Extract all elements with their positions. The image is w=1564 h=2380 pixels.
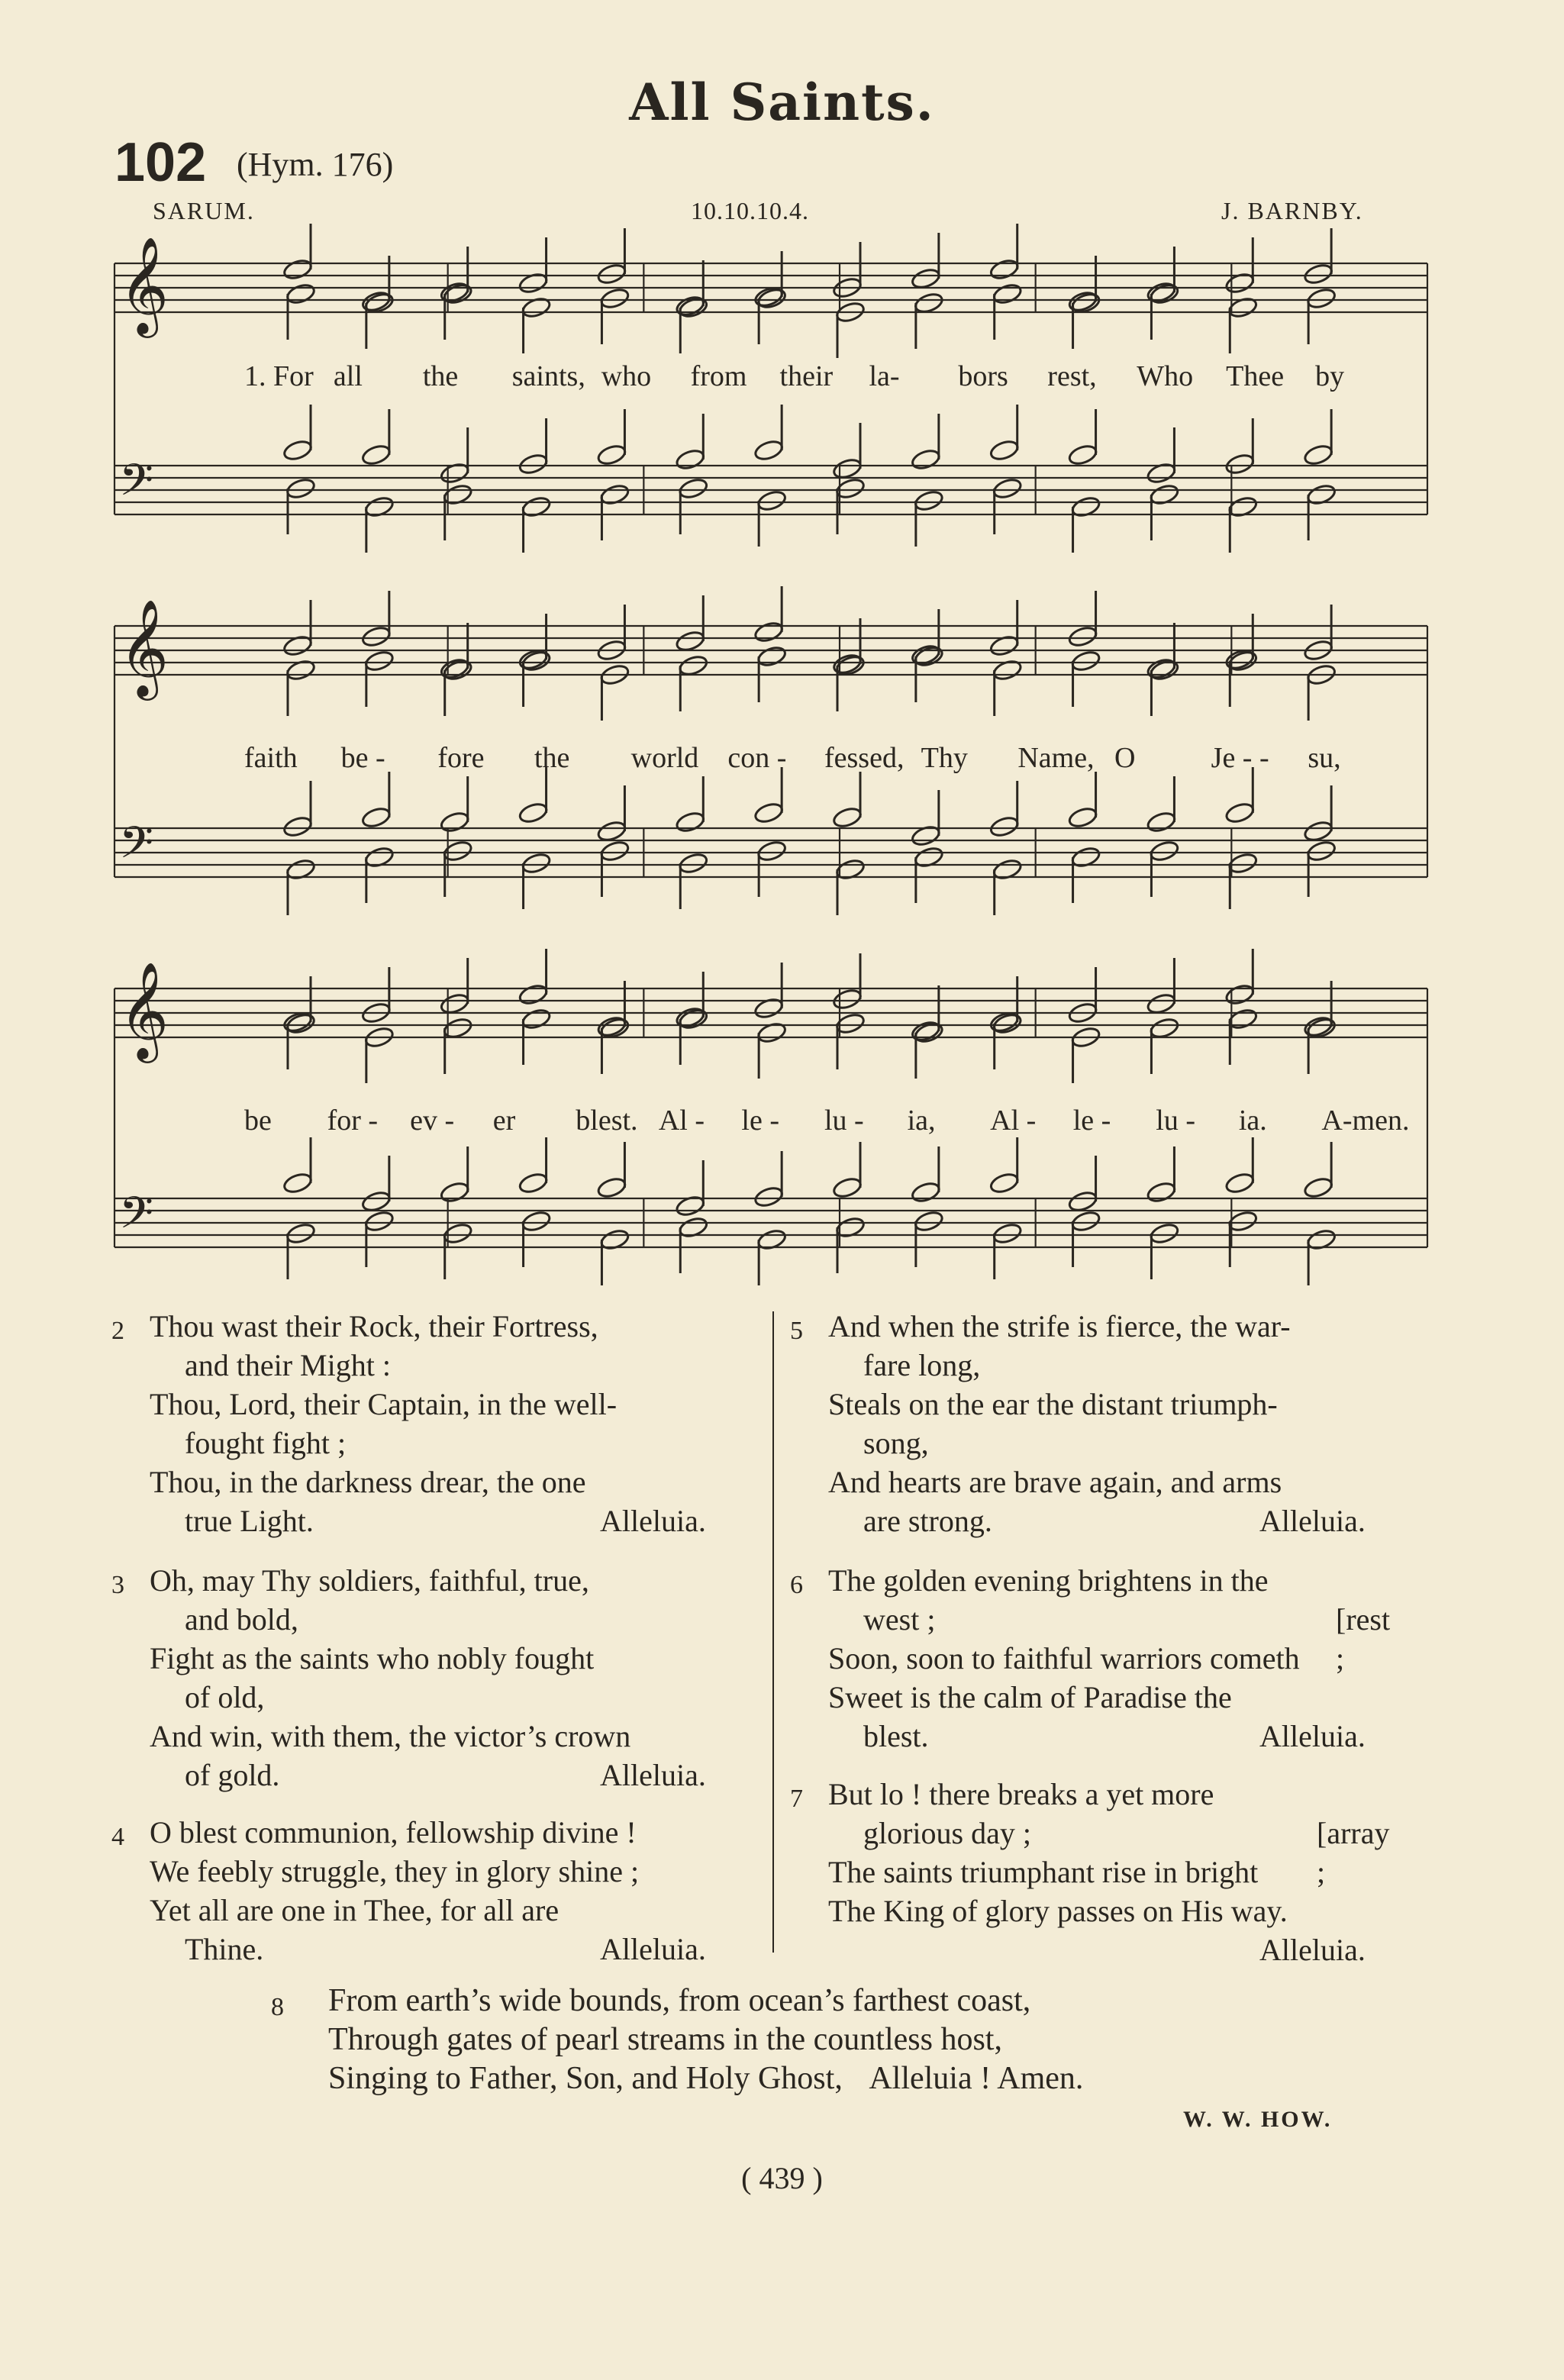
- verse-line: The golden evening brightens in the: [828, 1563, 1269, 1598]
- note-head: [1067, 624, 1098, 648]
- lyric-syllable: 1. For: [244, 360, 314, 392]
- note-head: [518, 801, 549, 824]
- column-divider: [772, 1311, 774, 1953]
- note-head: [832, 456, 863, 480]
- note-head: [364, 649, 395, 672]
- lyric-syllable: fessed,: [824, 742, 905, 774]
- verse-line: fare long,: [863, 1348, 981, 1382]
- alleluia-refrain: Alleluia.: [1259, 1719, 1366, 1753]
- note-head: [599, 1016, 630, 1040]
- verse-line: The King of glory passes on His way.: [828, 1894, 1288, 1928]
- bass-clef-icon: 𝄢: [119, 1187, 154, 1250]
- verse-number: 7: [790, 1785, 803, 1813]
- verse-bracket-word: [rest ;: [1336, 1602, 1391, 1675]
- verse-line: Sweet is the calm of Paradise the: [828, 1680, 1232, 1714]
- note-head: [518, 1171, 549, 1195]
- note-head: [1149, 839, 1180, 863]
- verse-line: are strong.: [863, 1504, 992, 1538]
- note-head: [364, 1209, 395, 1233]
- note-head: [832, 805, 863, 829]
- verse-6: [790, 1561, 1391, 1756]
- note-head: [285, 282, 317, 305]
- verse-3: [111, 1561, 706, 1795]
- lyric-syllable: su,: [1308, 742, 1341, 774]
- lyric-syllable: lu -: [824, 1105, 864, 1137]
- note-head: [521, 649, 552, 672]
- lyric-syllable: faith: [244, 742, 298, 774]
- lyric-syllable: their: [779, 360, 834, 392]
- tune-name: SARUM.: [153, 197, 255, 224]
- alleluia-refrain: Alleluia.: [600, 1504, 706, 1538]
- note-head: [282, 257, 314, 281]
- lyric-syllable: from: [690, 360, 747, 392]
- lyric-syllable: Thy: [921, 742, 968, 774]
- verse-7: [790, 1775, 1390, 1967]
- note-head: [599, 286, 630, 310]
- note-head: [756, 839, 788, 863]
- note-head: [521, 1209, 552, 1233]
- lyric-syllable: Je - -: [1211, 742, 1269, 774]
- lyric-syllable: ia.: [1238, 1105, 1267, 1137]
- note-head: [1306, 839, 1337, 863]
- note-head: [753, 620, 785, 643]
- verse-number: 2: [111, 1317, 124, 1345]
- verse-line: Soon, soon to faithful warriors cometh: [828, 1641, 1300, 1675]
- note-head: [753, 1185, 785, 1208]
- note-head: [992, 282, 1023, 305]
- lyric-syllable: who: [601, 360, 652, 392]
- note-head: [596, 819, 627, 843]
- note-head: [442, 1221, 473, 1245]
- treble-clef-icon: 𝄞: [119, 598, 169, 696]
- verse-line: fought fight ;: [185, 1426, 347, 1460]
- verse-line: Thou, Lord, their Captain, in the well-: [150, 1387, 618, 1421]
- verse-number: 6: [790, 1571, 803, 1599]
- lyric-syllable: con -: [727, 742, 787, 774]
- verse-number: 5: [790, 1317, 803, 1345]
- verse-line-ending: Alleluia ! Amen.: [869, 2061, 1084, 2096]
- verse-line: Fight as the saints who nobly fought: [150, 1641, 595, 1675]
- note-head: [911, 447, 942, 471]
- verse-line: of gold.: [185, 1758, 280, 1792]
- note-head: [756, 489, 788, 512]
- lyric-syllable: for -: [327, 1105, 379, 1137]
- note-head: [678, 851, 709, 875]
- verse-2: [111, 1307, 706, 1540]
- verse-number: 8: [271, 1993, 284, 2021]
- note-head: [442, 839, 473, 863]
- note-head: [285, 476, 317, 500]
- note-head: [753, 801, 785, 824]
- verse-line: And win, with them, the victor’s crown: [150, 1719, 631, 1753]
- note-head: [439, 992, 470, 1015]
- verse-line: Thou, in the darkness drear, the one: [150, 1465, 586, 1499]
- verse-bracket-word: [array ;: [1317, 1816, 1390, 1889]
- alleluia-refrain: Alleluia.: [1259, 1933, 1366, 1967]
- note-head: [832, 987, 863, 1011]
- verse-line: Singing to Father, Son, and Holy Ghost,: [328, 2061, 843, 2096]
- verse-line: But lo ! there breaks a yet more: [828, 1777, 1214, 1811]
- hymn-number: 102: [114, 132, 207, 193]
- note-head: [1149, 1221, 1180, 1245]
- lyric-syllable: O: [1114, 742, 1136, 774]
- note-head: [988, 1171, 1020, 1195]
- note-head: [1146, 810, 1177, 834]
- note-head: [1067, 805, 1098, 829]
- note-head: [285, 1221, 317, 1245]
- note-head: [1303, 262, 1334, 285]
- note-head: [439, 1180, 470, 1204]
- lyric-syllable: ia,: [907, 1105, 936, 1137]
- note-head: [442, 282, 473, 305]
- lyric-syllable: the: [422, 360, 459, 392]
- note-head: [1149, 1016, 1180, 1040]
- verse-line: From earth’s wide bounds, from ocean’s farthest coast,: [328, 1983, 1031, 2018]
- lyric-syllable: Who: [1137, 360, 1194, 392]
- note-head: [361, 1189, 392, 1213]
- verse-line: Thine.: [185, 1932, 264, 1966]
- lyric-syllable: fore: [437, 742, 485, 774]
- hymn-reference: (Hym. 176): [237, 146, 394, 183]
- bass-clef-icon: 𝄢: [119, 817, 154, 879]
- note-head: [285, 1011, 317, 1035]
- lyric-syllable: be: [244, 1105, 272, 1137]
- note-head: [282, 814, 314, 838]
- note-head: [1224, 1171, 1256, 1195]
- note-head: [753, 438, 785, 462]
- lyric-syllable: by: [1315, 360, 1345, 392]
- verse-line: And hearts are brave again, and arms: [828, 1465, 1282, 1499]
- note-head: [518, 452, 549, 476]
- bass-clef-icon: 𝄢: [119, 454, 154, 517]
- note-head: [988, 257, 1020, 281]
- note-head: [988, 814, 1020, 838]
- note-head: [1070, 1209, 1101, 1233]
- treble-clef-icon: 𝄞: [119, 961, 169, 1059]
- note-head: [988, 438, 1020, 462]
- alleluia-refrain: Alleluia.: [1259, 1504, 1366, 1538]
- verse-line: Steals on the ear the distant triumph-: [828, 1387, 1278, 1421]
- note-head: [596, 262, 627, 285]
- lyric-syllable: Thee: [1226, 360, 1285, 392]
- verse-line: glorious day ;: [863, 1816, 1031, 1850]
- lyric-syllable: Al -: [658, 1105, 705, 1137]
- note-head: [678, 476, 709, 500]
- lyric-syllable: bors: [958, 360, 1008, 392]
- lyric-syllable: Al -: [990, 1105, 1037, 1137]
- lyric-syllable: the: [534, 742, 570, 774]
- note-head: [596, 443, 627, 466]
- note-head: [1306, 286, 1337, 310]
- note-head: [992, 476, 1023, 500]
- note-head: [282, 1171, 314, 1195]
- note-head: [361, 805, 392, 829]
- treble-clef-icon: 𝄞: [119, 236, 169, 334]
- verse-line: Through gates of pearl streams in the countless host,: [328, 2022, 1002, 2057]
- note-head: [361, 443, 392, 466]
- verse-line: Yet all are one in Thee, for all are: [150, 1893, 559, 1927]
- verse-line: We feebly struggle, they in glory shine ;: [150, 1854, 640, 1888]
- note-head: [1070, 291, 1101, 314]
- note-head: [1146, 992, 1177, 1015]
- verse-line: And when the strife is fierce, the war-: [828, 1309, 1291, 1343]
- note-head: [675, 810, 706, 834]
- note-head: [675, 629, 706, 653]
- note-head: [1224, 452, 1256, 476]
- note-head: [1224, 982, 1256, 1006]
- note-head: [442, 1016, 473, 1040]
- lyric-syllable: ev -: [410, 1105, 455, 1137]
- note-head: [756, 286, 788, 310]
- verse-line: true Light.: [185, 1504, 314, 1538]
- note-head: [1149, 282, 1180, 305]
- lyric-syllable: lu -: [1156, 1105, 1196, 1137]
- note-head: [1303, 819, 1334, 843]
- lyric-syllable: be -: [340, 742, 385, 774]
- lyric-syllable: Name,: [1017, 742, 1095, 774]
- note-head: [911, 1180, 942, 1204]
- note-head: [1303, 1175, 1334, 1199]
- note-head: [678, 653, 709, 677]
- verse-line: of old,: [185, 1680, 265, 1714]
- note-head: [992, 1221, 1023, 1245]
- verse-8: [271, 1982, 1084, 2098]
- note-head: [518, 982, 549, 1006]
- verse-line: The saints triumphant rise in bright: [828, 1855, 1259, 1889]
- verse-line: and bold,: [185, 1602, 298, 1637]
- verse-number: 4: [111, 1823, 124, 1851]
- lyric-syllable: le -: [1072, 1105, 1111, 1137]
- verse-number: 3: [111, 1571, 124, 1599]
- note-head: [832, 1175, 863, 1199]
- note-head: [1070, 649, 1101, 672]
- lyric-syllable: la-: [869, 360, 900, 392]
- note-head: [914, 1209, 945, 1233]
- note-head: [914, 644, 945, 668]
- note-head: [992, 1011, 1023, 1035]
- note-head: [1224, 801, 1256, 824]
- note-head: [1146, 1180, 1177, 1204]
- note-head: [521, 851, 552, 875]
- verse-line: blest.: [863, 1719, 929, 1753]
- note-head: [678, 1007, 709, 1030]
- meter: 10.10.10.4.: [691, 197, 809, 224]
- note-head: [282, 438, 314, 462]
- note-head: [756, 644, 788, 668]
- note-head: [1303, 443, 1334, 466]
- lyric-syllable: blest.: [576, 1105, 638, 1137]
- lyric-syllable: all: [333, 360, 363, 392]
- lyric-syllable: rest,: [1047, 360, 1097, 392]
- lyric-syllable: A-men.: [1321, 1105, 1410, 1137]
- note-head: [914, 489, 945, 512]
- verse-line: Oh, may Thy soldiers, faithful, true,: [150, 1563, 589, 1598]
- verse-5: [790, 1307, 1366, 1540]
- note-head: [364, 291, 395, 314]
- verse-line: Thou wast their Rock, their Fortress,: [150, 1309, 598, 1343]
- note-head: [675, 447, 706, 471]
- note-head: [911, 266, 942, 290]
- verse-line: and their Might :: [185, 1348, 391, 1382]
- alleluia-refrain: Alleluia.: [600, 1932, 706, 1966]
- verse-line: song,: [863, 1426, 929, 1460]
- verse-line: west ;: [863, 1602, 936, 1637]
- note-head: [1067, 1189, 1098, 1213]
- alleluia-refrain: Alleluia.: [600, 1758, 706, 1792]
- note-head: [1306, 1016, 1337, 1040]
- author-credit: W. W. HOW.: [1183, 2107, 1333, 2132]
- page-number: ( 439 ): [741, 2161, 823, 2195]
- note-head: [914, 291, 945, 314]
- note-head: [439, 810, 470, 834]
- note-head: [1067, 443, 1098, 466]
- lyric-syllable: er: [492, 1105, 516, 1137]
- verse-4: [111, 1813, 706, 1969]
- lyric-syllable: world: [630, 742, 699, 774]
- note-head: [596, 1175, 627, 1199]
- lyric-syllable: saints,: [511, 360, 585, 392]
- composer: J. BARNBY.: [1221, 197, 1363, 224]
- note-head: [361, 624, 392, 648]
- hymn-section-title: All Saints.: [629, 73, 935, 132]
- lyric-syllable: le -: [741, 1105, 780, 1137]
- verse-line: O blest communion, fellowship divine !: [150, 1815, 637, 1849]
- note-head: [521, 1007, 552, 1030]
- note-head: [599, 839, 630, 863]
